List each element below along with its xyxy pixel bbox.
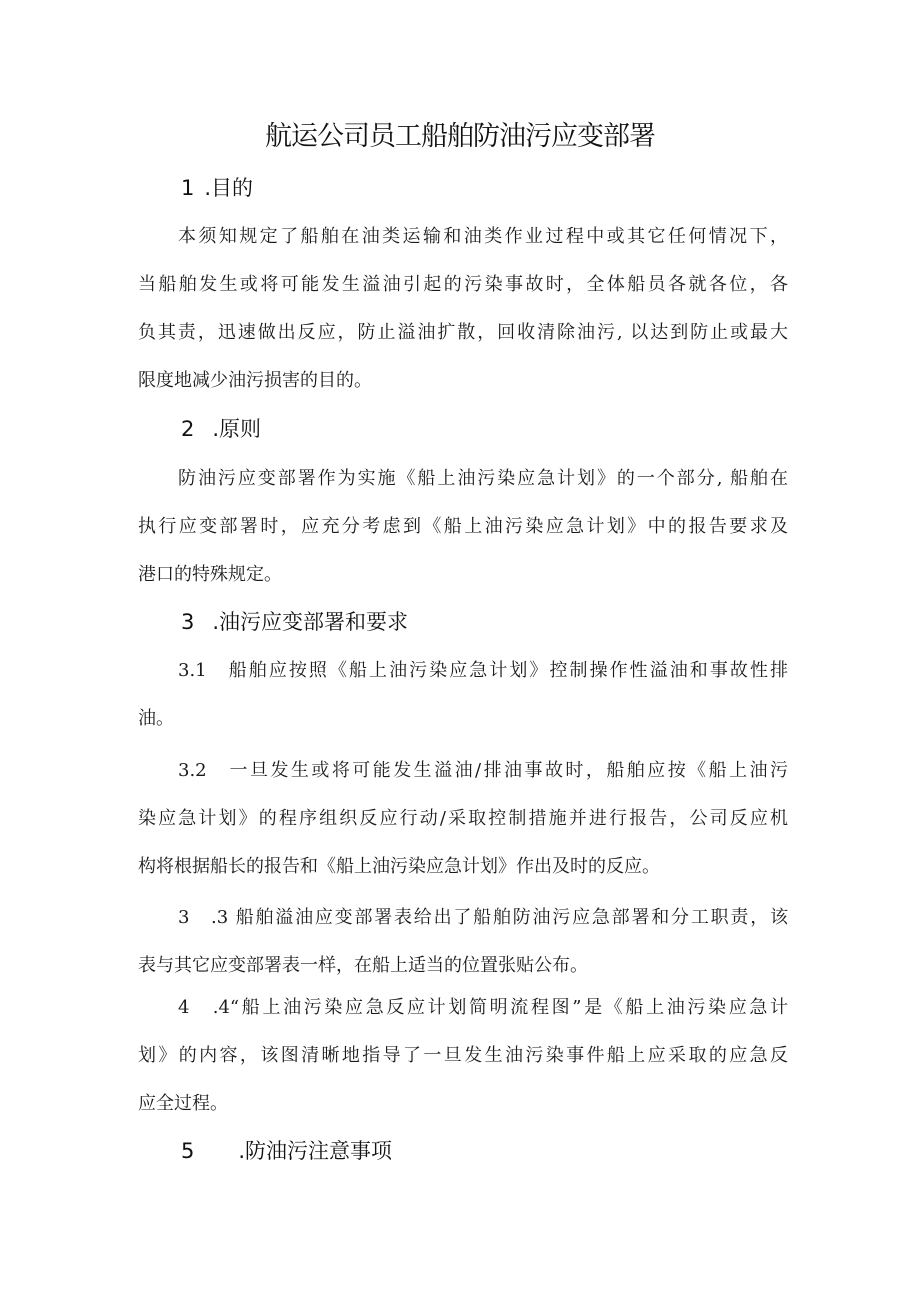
paragraph-line: 防油污应变部署作为实施《船上油污染应急计划》的一个部分, 船舶在 (178, 468, 788, 489)
section-number: 1 (181, 176, 195, 200)
section-number: 5 (181, 1139, 195, 1163)
paragraph-line: 负其责，迅速做出反应，防止溢油扩散，回收清除油污, 以达到防止或最大 (138, 322, 788, 343)
section-number: 3 (181, 610, 195, 634)
paragraph-line: 3.2 一旦发生或将可能发生溢油/排油事故时，船舶应按《船上油污 (178, 760, 788, 781)
paragraph-line: 划》的内容，该图清晰地指导了一旦发生油污染事件船上应采取的应急反 (138, 1045, 788, 1066)
section-2-paragraph (138, 455, 788, 599)
paragraph-line: 染应急计划》的程序组织反应行动/采取控制措施并进行报告，公司反应机 (138, 808, 788, 829)
section-1-heading (181, 173, 253, 203)
document-title: 航运公司员工船舶防油污应变部署 (265, 121, 655, 152)
paragraph-line: 3.1 船舶应按照《船上油污染应急计划》控制操作性溢油和事故性排 (178, 660, 788, 681)
paragraph-line: 3 .3 船舶溢油应变部署表给出了船舶防油污应急部署和分工职责，该 (178, 907, 788, 928)
section-title: .防油污注意事项 (238, 1139, 393, 1163)
item-3-3 (138, 894, 788, 990)
paragraph-line: 本须知规定了船舶在油类运输和油类作业过程中或其它任何情况下， (178, 226, 788, 247)
section-3-heading (181, 607, 408, 637)
paragraph-line: 执行应变部署时，应充分考虑到《船上油污染应急计划》中的报告要求及 (138, 516, 788, 537)
paragraph-line: 油。 (138, 708, 174, 729)
paragraph-line: 4 .4“船上油污染应急反应计划简明流程图”是《船上油污染应急计 (178, 997, 788, 1018)
section-title: .原则 (212, 417, 262, 441)
section-title: .油污应变部署和要求 (212, 610, 409, 634)
paragraph-line: 表与其它应变部署表一样，在船上适当的位置张贴公布。 (138, 955, 588, 976)
item-3-1 (138, 647, 788, 743)
section-title: .目的 (204, 176, 254, 200)
item-4-4 (138, 984, 788, 1128)
paragraph-line: 港口的特殊规定。 (138, 564, 282, 585)
paragraph-line: 构将根据船长的报告和《船上油污染应急计划》作出及时的反应。 (138, 856, 660, 877)
paragraph-line: 当船舶发生或将可能发生溢油引起的污染事故时，全体船员各就各位，各 (138, 274, 788, 295)
section-number: 2 (181, 417, 195, 441)
paragraph-line: 应全过程。 (138, 1093, 228, 1114)
paragraph-line: 限度地减少油污损害的目的。 (138, 370, 372, 391)
section-2-heading (181, 414, 261, 444)
section-5-heading (181, 1136, 392, 1166)
item-3-2 (138, 747, 788, 891)
section-1-paragraph (138, 213, 788, 405)
